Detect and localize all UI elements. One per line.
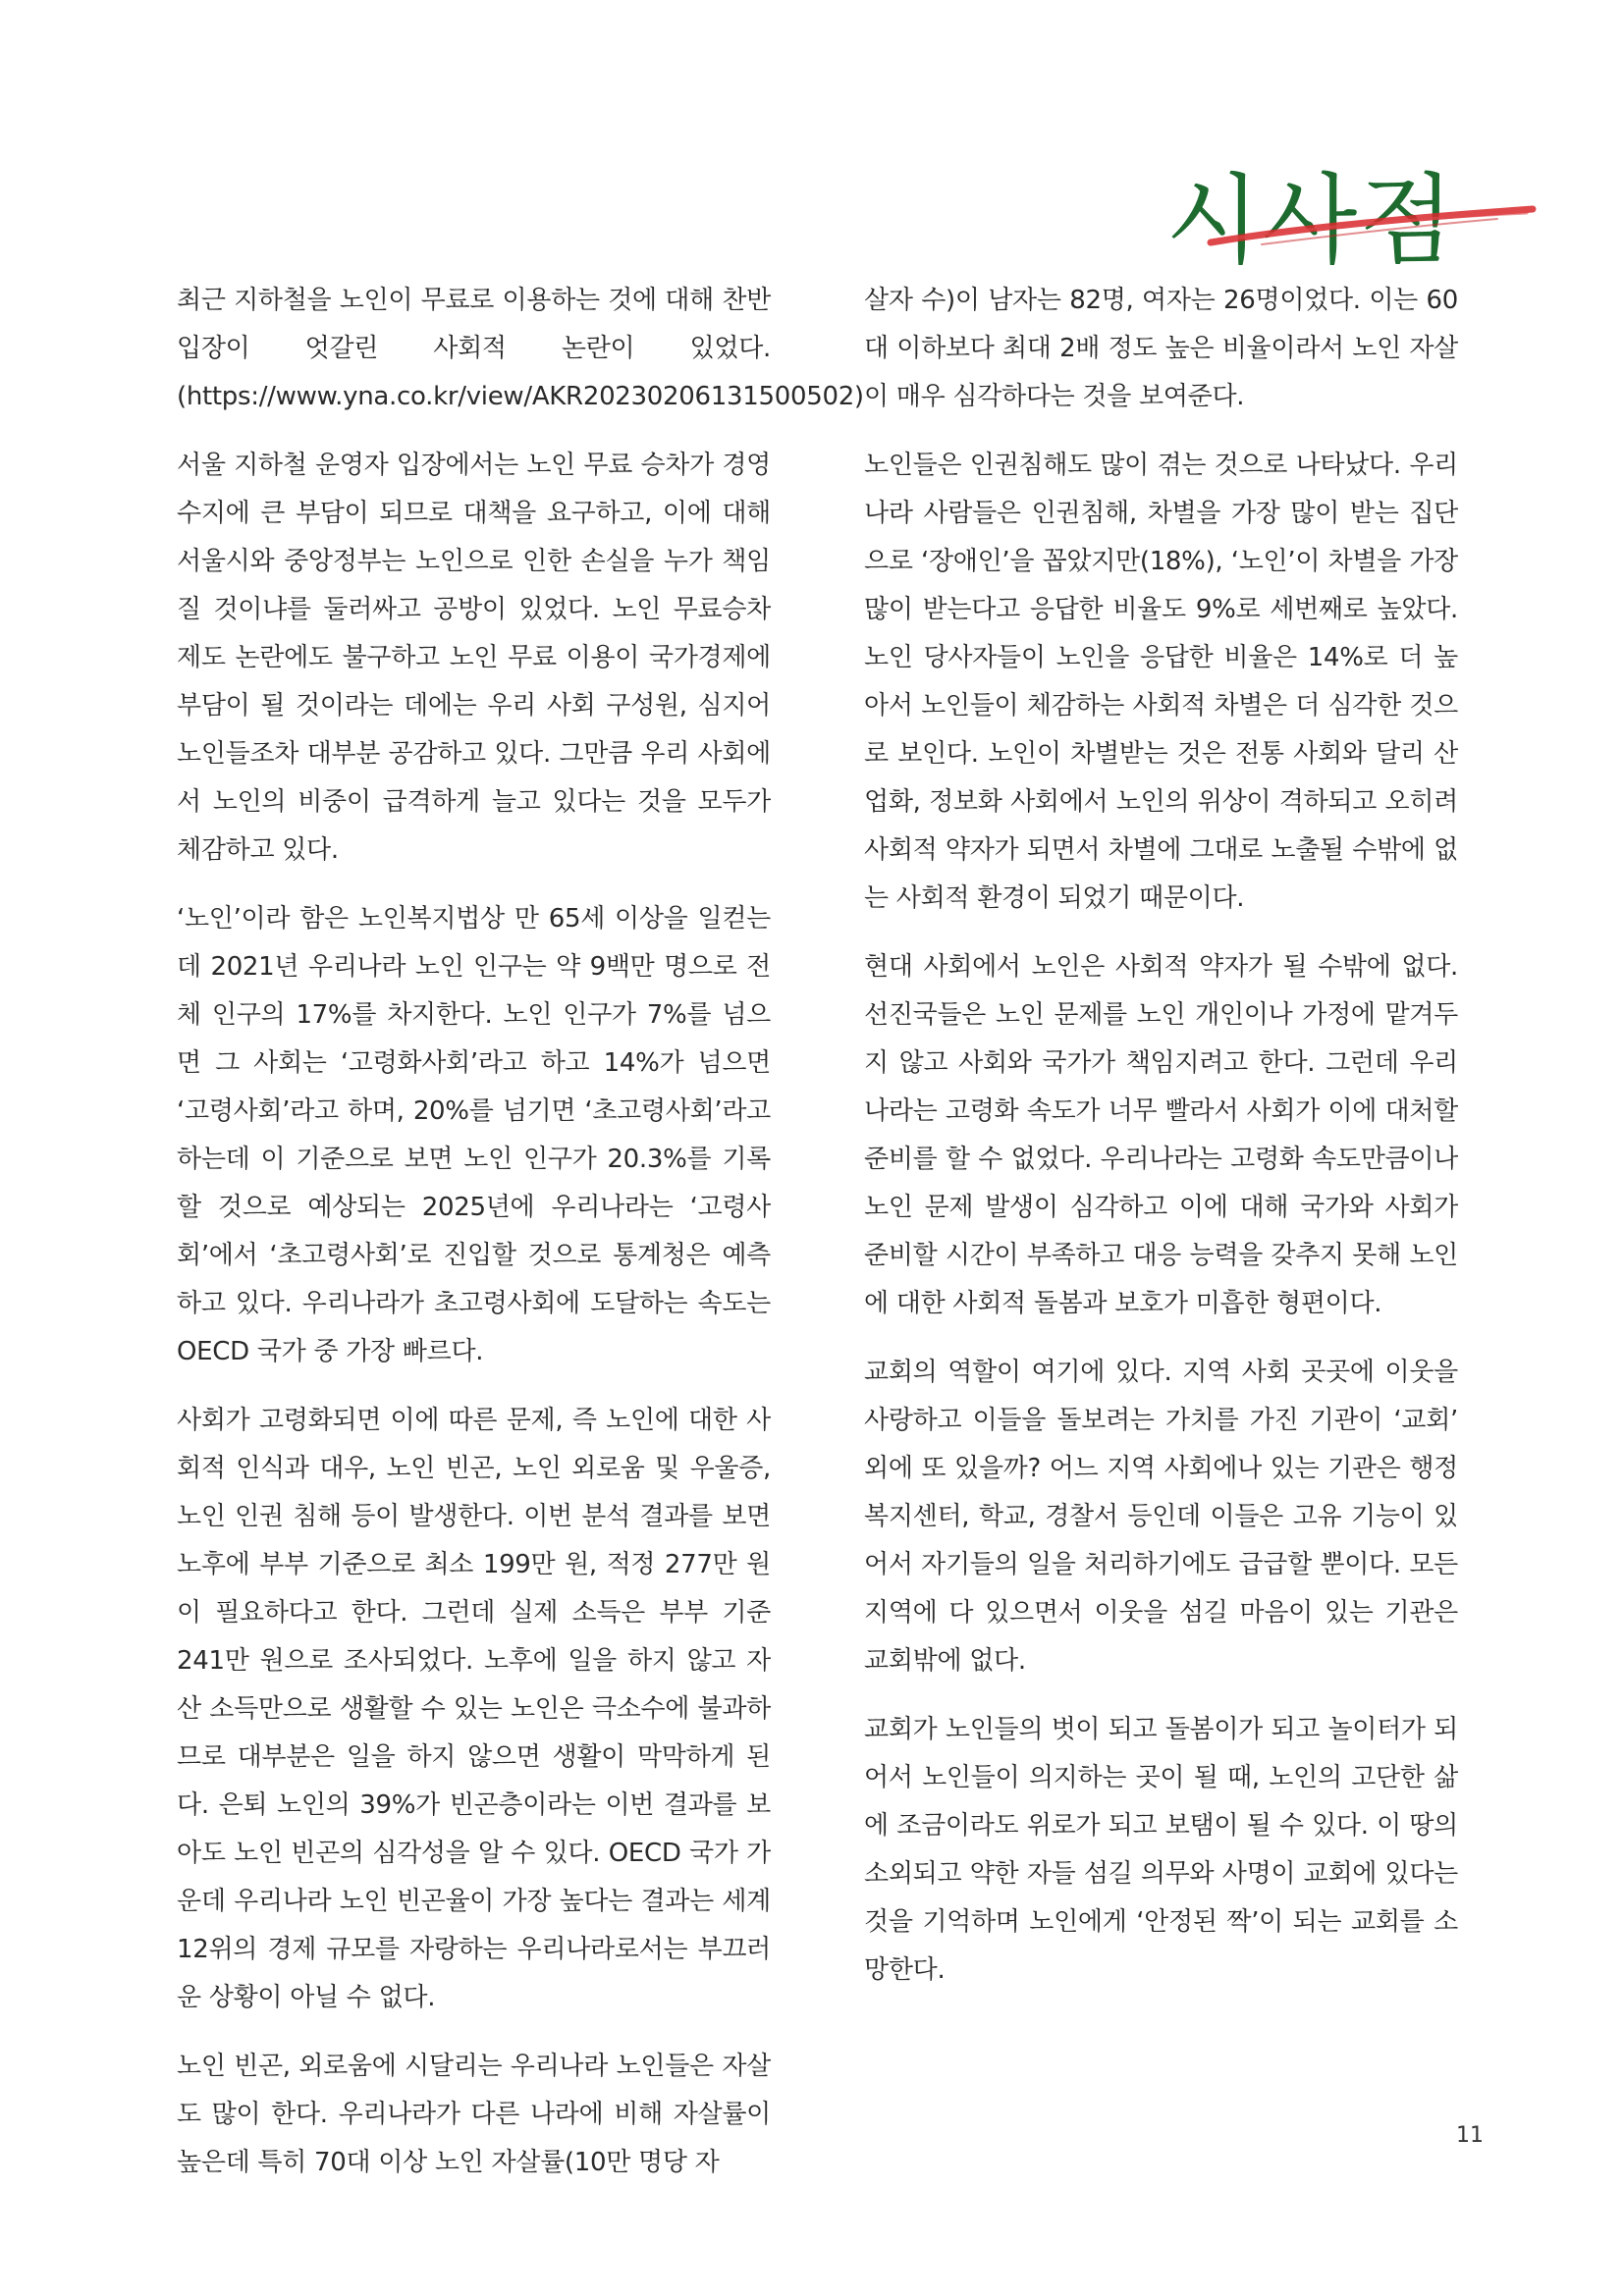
paragraph: 노인들은 인권침해도 많이 겪는 것으로 나타났다. 우리나라 사람들은 인권침해, 차별을 가장 많이 받는 집단으로 ‘장애인’을 꼽았지만(18%), ‘노인’이 차별을 가장 많이 받는다고 응답한 비율도 9%로 세번째로 높았다. 노인 당사자들이 노인을 응답한 비율은 14%로 더 높아서 노인들이 체감하는 사회적 차별은 더 심각한 것으로 보인다. 노인이 차별받는 것은 전통 사회와 달리 산업화, 정보화 사회에서 노인의 위상이 격하되고 오히려 사회적 약자가 되면서 차별에 그대로 노출될 수밖에 없는 사회적 환경이 되었기 때문이다. (864, 451, 1458, 913)
page-number: 11 (1456, 2123, 1484, 2148)
paragraph: 현대 사회에서 노인은 사회적 약자가 될 수밖에 없다. 선진국들은 노인 문제를 노인 개인이나 가정에 맡겨두지 않고 사회와 국가가 책임지려고 한다. 그런데 우리나라는 고령화 속도가 너무 빨라서 사회가 이에 대처할 준비를 할 수 없었다. 우리나라는 고령화 속도만큼이나 노인 문제 발생이 심각하고 이에 대해 국가와 사회가 준비할 시간이 부족하고 대응 능력을 갖추지 못해 노인에 대한 사회적 돌봄과 보호가 미흡한 형편이다. (864, 952, 1458, 1318)
paragraph: 서울 지하철 운영자 입장에서는 노인 무료 승차가 경영 수지에 큰 부담이 되므로 대책을 요구하고, 이에 대해 서울시와 중앙정부는 노인으로 인한 손실을 누가 책임질 것이냐를 둘러싸고 공방이 있었다. 노인 무료승차 제도 논란에도 불구하고 노인 무료 이용이 국가경제에 부담이 될 것이라는 데에는 우리 사회 구성원, 심지어 노인들조차 대부분 공감하고 있다. 그만큼 우리 사회에서 노인의 비중이 급격하게 늘고 있다는 것을 모두가 체감하고 있다. (177, 451, 771, 865)
right-column (864, 277, 1458, 2015)
page-title: 시사점 (1165, 163, 1456, 278)
paragraph: 최근 지하철을 노인이 무료로 이용하는 것에 대해 찬반 입장이 엇갈린 사회적 논란이 있었다. (https://www.yna.co.kr/view/AKR20230206131500502) (177, 286, 864, 411)
title-underline-brushstroke (1203, 201, 1537, 250)
paragraph: 교회의 역할이 여기에 있다. 지역 사회 곳곳에 이웃을 사랑하고 이들을 돌보려는 가치를 가진 기관이 ‘교회’ 외에 또 있을까? 어느 지역 사회에나 있는 기관은 행정복지센터, 학교, 경찰서 등인데 이들은 고유 기능이 있어서 자기들의 일을 처리하기에도 급급할 뿐이다. 모든 지역에 다 있으면서 이웃을 섬길 마음이 있는 기관은 교회밖에 없다. (864, 1358, 1458, 1676)
left-column (177, 277, 864, 2208)
paragraph: 노인 빈곤, 외로움에 시달리는 우리나라 노인들은 자살도 많이 한다. 우리나라가 다른 나라에 비해 자살률이 높은데 특히 70대 이상 노인 자살률(10만 명당 자 (177, 2052, 771, 2177)
paragraph: 살자 수)이 남자는 82명, 여자는 26명이었다. 이는 60대 이하보다 최대 2배 정도 높은 비율이라서 노인 자살이 매우 심각하다는 것을 보여준다. (864, 286, 1458, 411)
paragraph: 사회가 고령화되면 이에 따른 문제, 즉 노인에 대한 사회적 인식과 대우, 노인 빈곤, 노인 외로움 및 우울증, 노인 인권 침해 등이 발생한다. 이번 분석 결과를 보면 노후에 부부 기준으로 최소 199만 원, 적정 277만 원이 필요하다고 한다. 그런데 실제 소득은 부부 기준 241만 원으로 조사되었다. 노후에 일을 하지 않고 자산 소득만으로 생활할 수 있는 노인은 극소수에 불과하므로 대부분은 일을 하지 않으면 생활이 막막하게 된다. 은퇴 노인의 39%가 빈곤층이라는 이번 결과를 보아도 노인 빈곤의 심각성을 알 수 있다. OECD 국가 가운데 우리나라 노인 빈곤율이 가장 높다는 결과는 세계 12위의 경제 규모를 자랑하는 우리나라로서는 부끄러운 상황이 아닐 수 없다. (177, 1406, 771, 2012)
paragraph: ‘노인’이라 함은 노인복지법상 만 65세 이상을 일컫는데 2021년 우리나라 노인 인구는 약 9백만 명으로 전체 인구의 17%를 차지한다. 노인 인구가 7%를 넘으면 그 사회는 ‘고령화사회’라고 하고 14%가 넘으면 ‘고령사회’라고 하며, 20%를 넘기면 ‘초고령사회’라고 하는데 이 기준으로 보면 노인 인구가 20.3%를 기록할 것으로 예상되는 2025년에 우리나라는 ‘고령사회’에서 ‘초고령사회’로 진입할 것으로 통계청은 예측하고 있다. 우리나라가 초고령사회에 도달하는 속도는 OECD 국가 중 가장 빠르다. (177, 904, 771, 1366)
paragraph: 교회가 노인들의 벗이 되고 돌봄이가 되고 놀이터가 되어서 노인들이 의지하는 곳이 될 때, 노인의 고단한 삶에 조금이라도 위로가 되고 보탬이 될 수 있다. 이 땅의 소외되고 약한 자들 섬길 의무와 사명이 교회에 있다는 것을 기억하며 노인에게 ‘안정된 짝’이 되는 교회를 소망한다. (864, 1715, 1458, 1985)
